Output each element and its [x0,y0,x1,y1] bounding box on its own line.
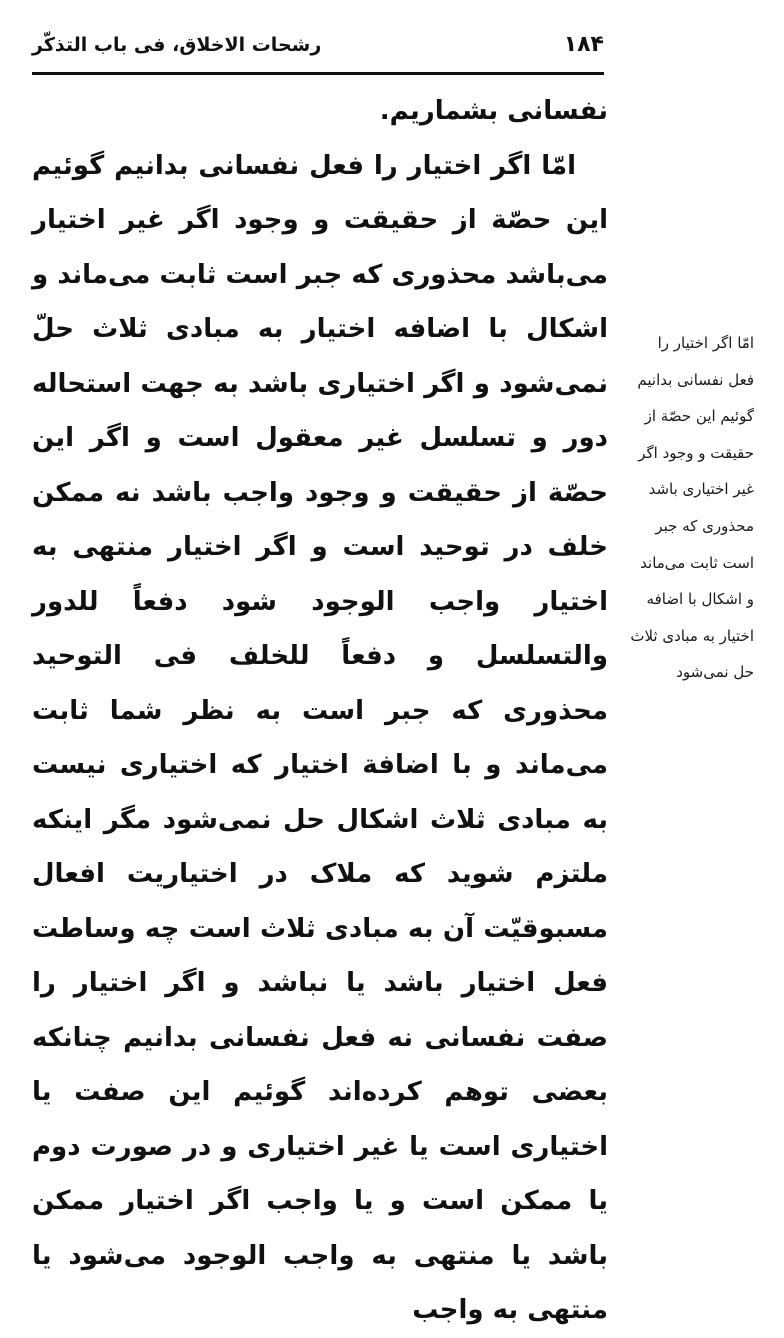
opening-line: نفسانی بشماریم. [379,96,608,126]
body-paragraph: امّا اگر اختیار را فعل نفسانی بدانیم گوئیم این حصّة از حقیقت و وجود اگر غیر اختیار می‌باشد محذوری که جبر است ثابت می‌ماند و اشکال با اضافه اختیار به مبادی ثلاث حلّ نمی‌شود و اگر اختیاری باشد به جهت استحاله دور و تسلسل غیر معقول است و اگر این حصّة از حقیقت و وجود واجب باشد نه ممکن خلف در توحید است و اگر اختیار منتهی به اختیار واجب الوجود شود دفعاً للدور والتسلسل و دفعاً للخلف فی التوحید محذوری که جبر است به نظر شما ثابت می‌ماند و با اضافة اختیار که اختیاری نیست به مبادی ثلاث اشکال حل نمی‌شود مگر اینکه ملتزم شوید که ملاک در اختیاریت افعال مسبوقیّت آن به مبادی ثلاث است چه وساطت فعل اختیار باشد یا نباشد و اگر اختیار را صفت نفسانی نه فعل نفسانی بدانیم چنانکه بعضی توهم کرده‌اند گوئیم این صفت یا اختیاری است یا غیر اختیاری و در صورت دوم یا ممکن است و یا واجب اگر اختیار ممکن باشد یا منتهی به واجب الوجود می‌شود یا منتهی به واجب [32,150,608,1325]
page-number: ۱۸۴ [563,32,604,57]
main-text-block [32,84,608,1338]
page-header [32,28,604,68]
margin-note: امّا اگر اختیار را فعل نفسانی بدانیم گوئیم این حصّة از حقیقت و وجود اگر غیر اختیاری باشد محذوری که جبر است ثابت می‌ماند و اشکال با اضافه اختیار به مبادی ثلاث حل نمی‌شود [630,334,754,682]
header-rule [32,72,604,75]
running-title: رشحات الاخلاق، فی باب التذکّر [32,34,322,56]
